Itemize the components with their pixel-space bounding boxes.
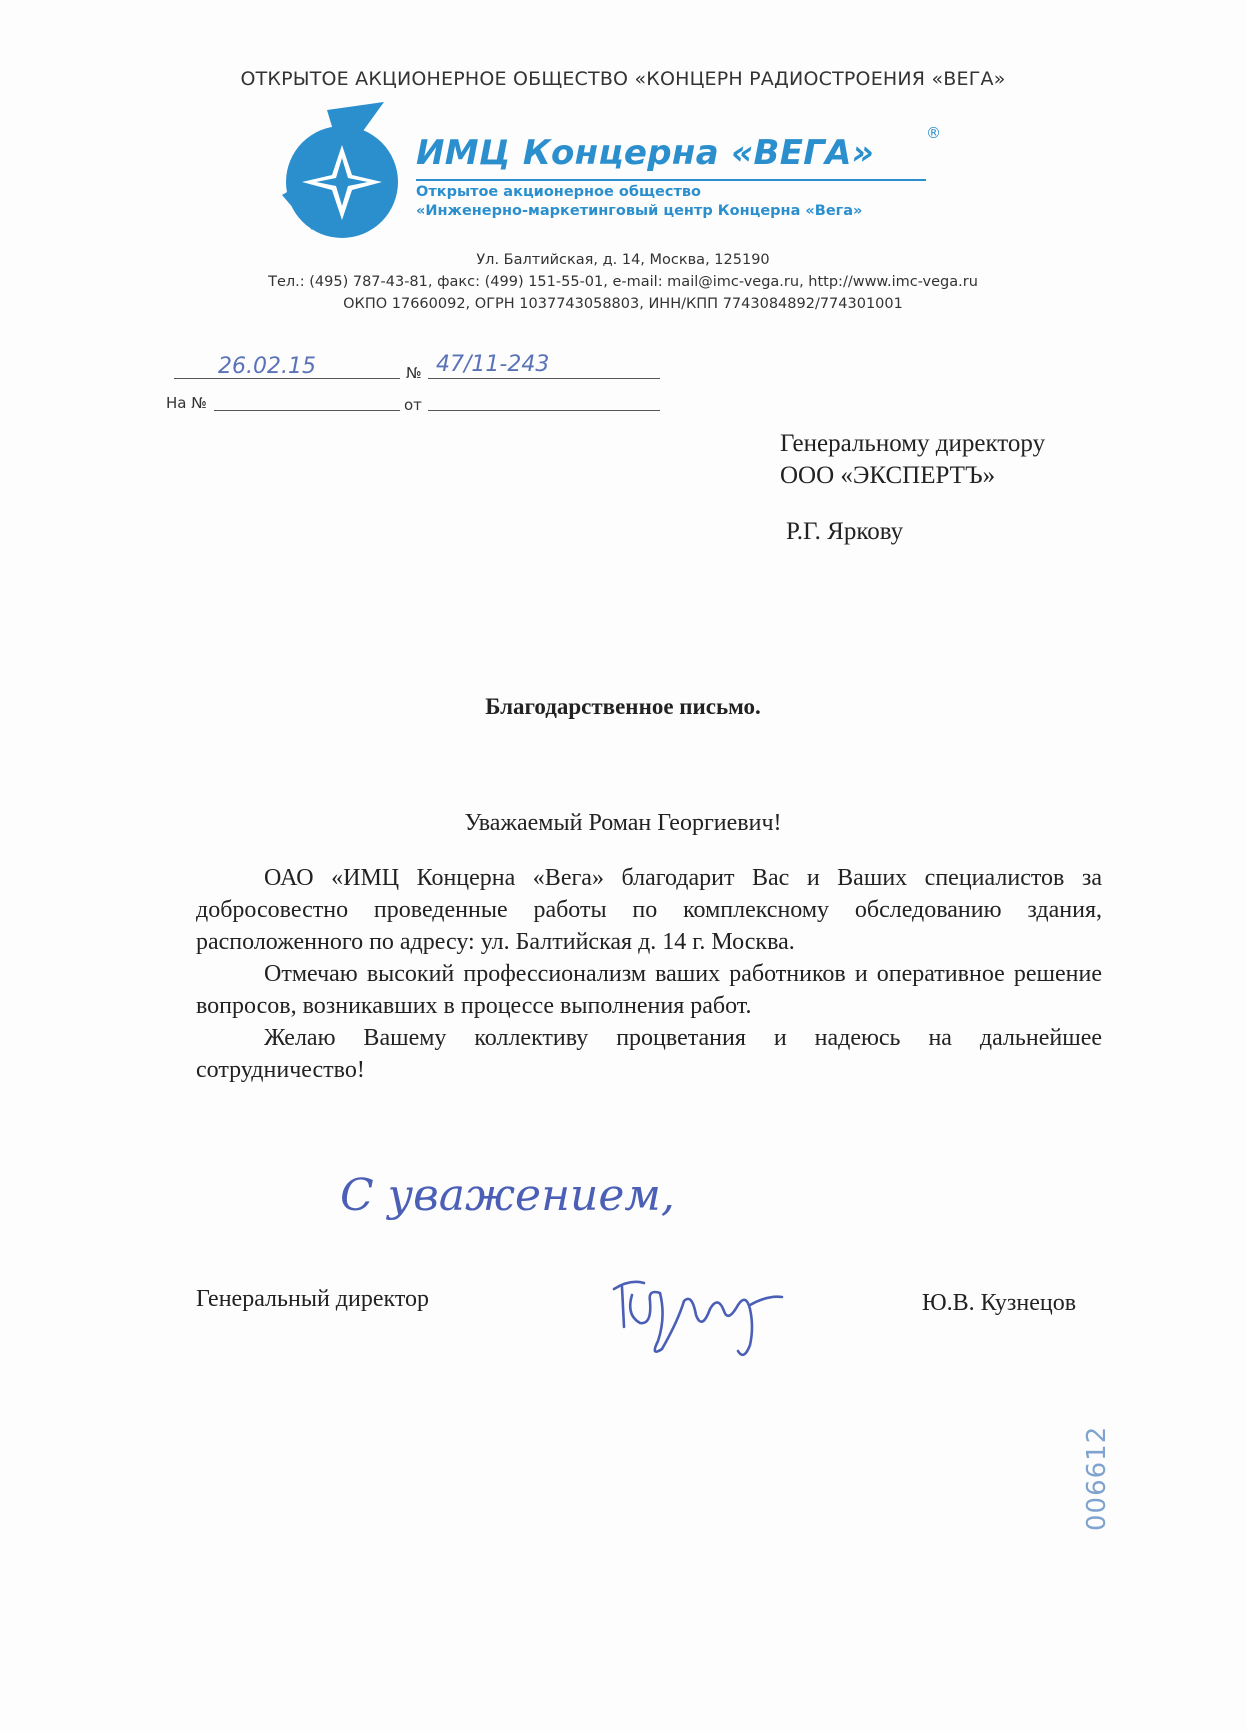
number-line [428,378,660,379]
ref-number-label: На № [166,394,207,412]
company-contacts: Тел.: (495) 787-43-81, факс: (499) 151-55-01, e-mail: mail@imc-vega.ru, http://www.imc-vega.ru [268,274,978,290]
brand-subtitle-1: Открытое акционерное общество [416,184,701,200]
ref-date-line [428,410,660,411]
serial-number: 006612 [1082,1425,1112,1531]
letter-paragraph-1: ОАО «ИМЦ Концерна «Вега» благодарит Вас и Ваших специалистов за добросовестно проведенные работы по комплексному обследованию здания, расположенного по адресу: ул. Балтийская д. 14 г. Москва. [196,865,1102,955]
recipient-company: ООО «ЭКСПЕРТЪ» [780,462,996,489]
letter-paragraph-2: Отмечаю высокий профессионализм ваших работников и оперативное решение вопросов, возникавших в процессе выполнения работ. [196,961,1102,1019]
handwritten-closing: С уважением, [340,1170,675,1221]
recipient-position: Генеральному директору [780,430,1046,457]
signature-icon [600,1265,800,1365]
outgoing-date: 26.02.15 [218,354,316,379]
letter-greeting: Уважаемый Роман Георгиевич! [464,810,782,836]
recipient-name: Р.Г. Яркову [786,518,904,545]
signatory-name: Ю.В. Кузнецов [922,1290,1077,1316]
company-address: Ул. Балтийская, д. 14, Москва, 125190 [476,252,770,268]
company-registry: ОКПО 17660092, ОГРН 1037743058803, ИНН/КПП 7743084892/774301001 [343,296,903,312]
number-label: № [406,364,422,382]
brand-subtitle-2: «Инженерно-маркетинговый центр Концерна «Вега» [416,203,863,219]
outgoing-number: 47/11-243 [436,352,550,377]
letter-title: Благодарственное письмо. [485,694,761,719]
signatory-role: Генеральный директор [196,1286,430,1312]
letter-paragraph-3: Желаю Вашему коллективу процветания и надеюсь на дальнейшее сотрудничество! [196,1025,1102,1083]
ref-from-label: от [404,396,422,414]
org-full-name: ОТКРЫТОЕ АКЦИОНЕРНОЕ ОБЩЕСТВО «КОНЦЕРН РАДИОСТРОЕНИЯ «ВЕГА» [240,68,1006,90]
brand-underline [416,179,926,181]
brand-name: ИМЦ Концерна «ВЕГА» [416,133,875,173]
ref-number-line [214,410,400,411]
vega-logo-icon [272,100,412,250]
serial-number-stamp [1082,1425,1122,1535]
registered-mark: ® [926,124,941,142]
